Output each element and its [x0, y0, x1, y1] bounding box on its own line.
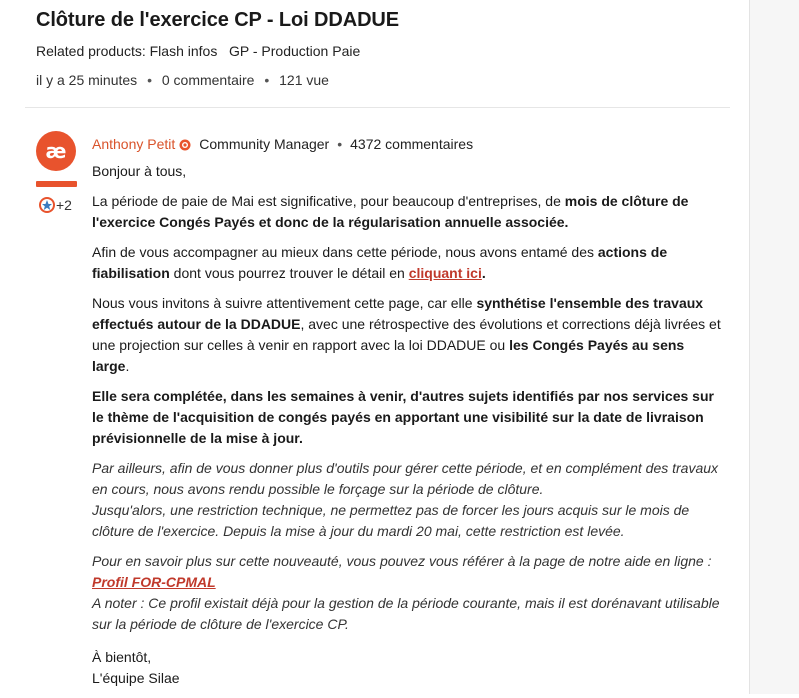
- page-title: Clôture de l'exercice CP - Loi DDADUE: [36, 9, 399, 31]
- paragraph-3: Nous vous invitons à suivre attentivement cette page, car elle synthétise l'ensemble des travaux effectués autour de la DDADUE, avec une rétrospective des évolutions et corrections déjà livrées et une projection sur celles à venir en rapport avec la loi DDADUE ou les Congés Payés au sens large.: [92, 295, 721, 374]
- moderator-icon: [179, 139, 191, 151]
- author-role: Community Manager: [199, 136, 330, 152]
- related-products-label: Related products:: [36, 43, 146, 59]
- closing: À bientôt, L'équipe Silae: [92, 649, 180, 686]
- profil-for-cpmal-link[interactable]: Profil FOR-CPMAL: [92, 574, 216, 590]
- related-products: [36, 43, 360, 59]
- author-avatar-block: [36, 131, 78, 187]
- meta-separator: •: [147, 72, 152, 88]
- related-product-flash-infos[interactable]: Flash infos: [149, 43, 218, 59]
- related-product-gp-production-paie[interactable]: GP - Production Paie: [229, 43, 361, 59]
- author-rank-bar: [36, 181, 77, 187]
- paragraph-5: Par ailleurs, afin de vous donner plus d'outils pour gérer cette période, et en complément des travaux en cours, nous avons rendu possible le forçage sur la période de clôture. Jusqu'alors, une restriction technique, ne permettez pas de forcer les jours acquis sur le mois de clôture de l'exercice. Depuis la mise à jour du mardi 20 mai, cette restriction est levée.: [92, 460, 719, 539]
- post-body: [92, 134, 724, 698]
- cliquant-ici-link[interactable]: cliquant ici: [408, 265, 482, 281]
- topic-meta: [36, 72, 329, 88]
- paragraph-4: Elle sera complétée, dans les semaines à venir, d'autres sujets identifiés par nos services sur le thème de l'acquisition de congés payés en apportant une visibilité sur la date de livraison prévisionnelle de la mise à jour.: [92, 388, 714, 446]
- post-time: il y a 25 minutes: [36, 72, 138, 88]
- greeting: Bonjour à tous,: [92, 163, 187, 179]
- badge-icon: [38, 196, 56, 214]
- comment-count[interactable]: 0 commentaire: [161, 72, 255, 88]
- avatar[interactable]: æ: [36, 131, 76, 171]
- author-name[interactable]: Anthony Petit: [92, 136, 176, 152]
- header-divider: [25, 107, 730, 108]
- author-comment-count: 4372 commentaires: [350, 136, 474, 152]
- author-line: [92, 134, 724, 155]
- paragraph-1: La période de paie de Mai est significative, pour beaucoup d'entreprises, de mois de clôture de l'exercice Congés Payés et donc de la régularisation annuelle associée.: [92, 193, 689, 230]
- badges-extra-count: +2: [56, 197, 72, 213]
- paragraph-6: Pour en savoir plus sur cette nouveauté, vous pouvez vous référer à la page de notre aide en ligne : Profil FOR-CPMAL A noter : Ce profil existait déjà pour la gestion de la période courante, mais il est dorénavant utilisable sur la période de clôture de l'exercice CP.: [92, 553, 720, 632]
- page-gutter: [750, 0, 799, 694]
- meta-separator: •: [337, 136, 343, 152]
- meta-separator: •: [264, 72, 270, 88]
- paragraph-2: Afin de vous accompagner au mieux dans cette période, nous avons entamé des actions de fiabilisation dont vous pourrez trouver le détail en cliquant ici.: [92, 244, 668, 281]
- view-count: 121 vue: [279, 72, 329, 88]
- author-badges[interactable]: [38, 196, 72, 214]
